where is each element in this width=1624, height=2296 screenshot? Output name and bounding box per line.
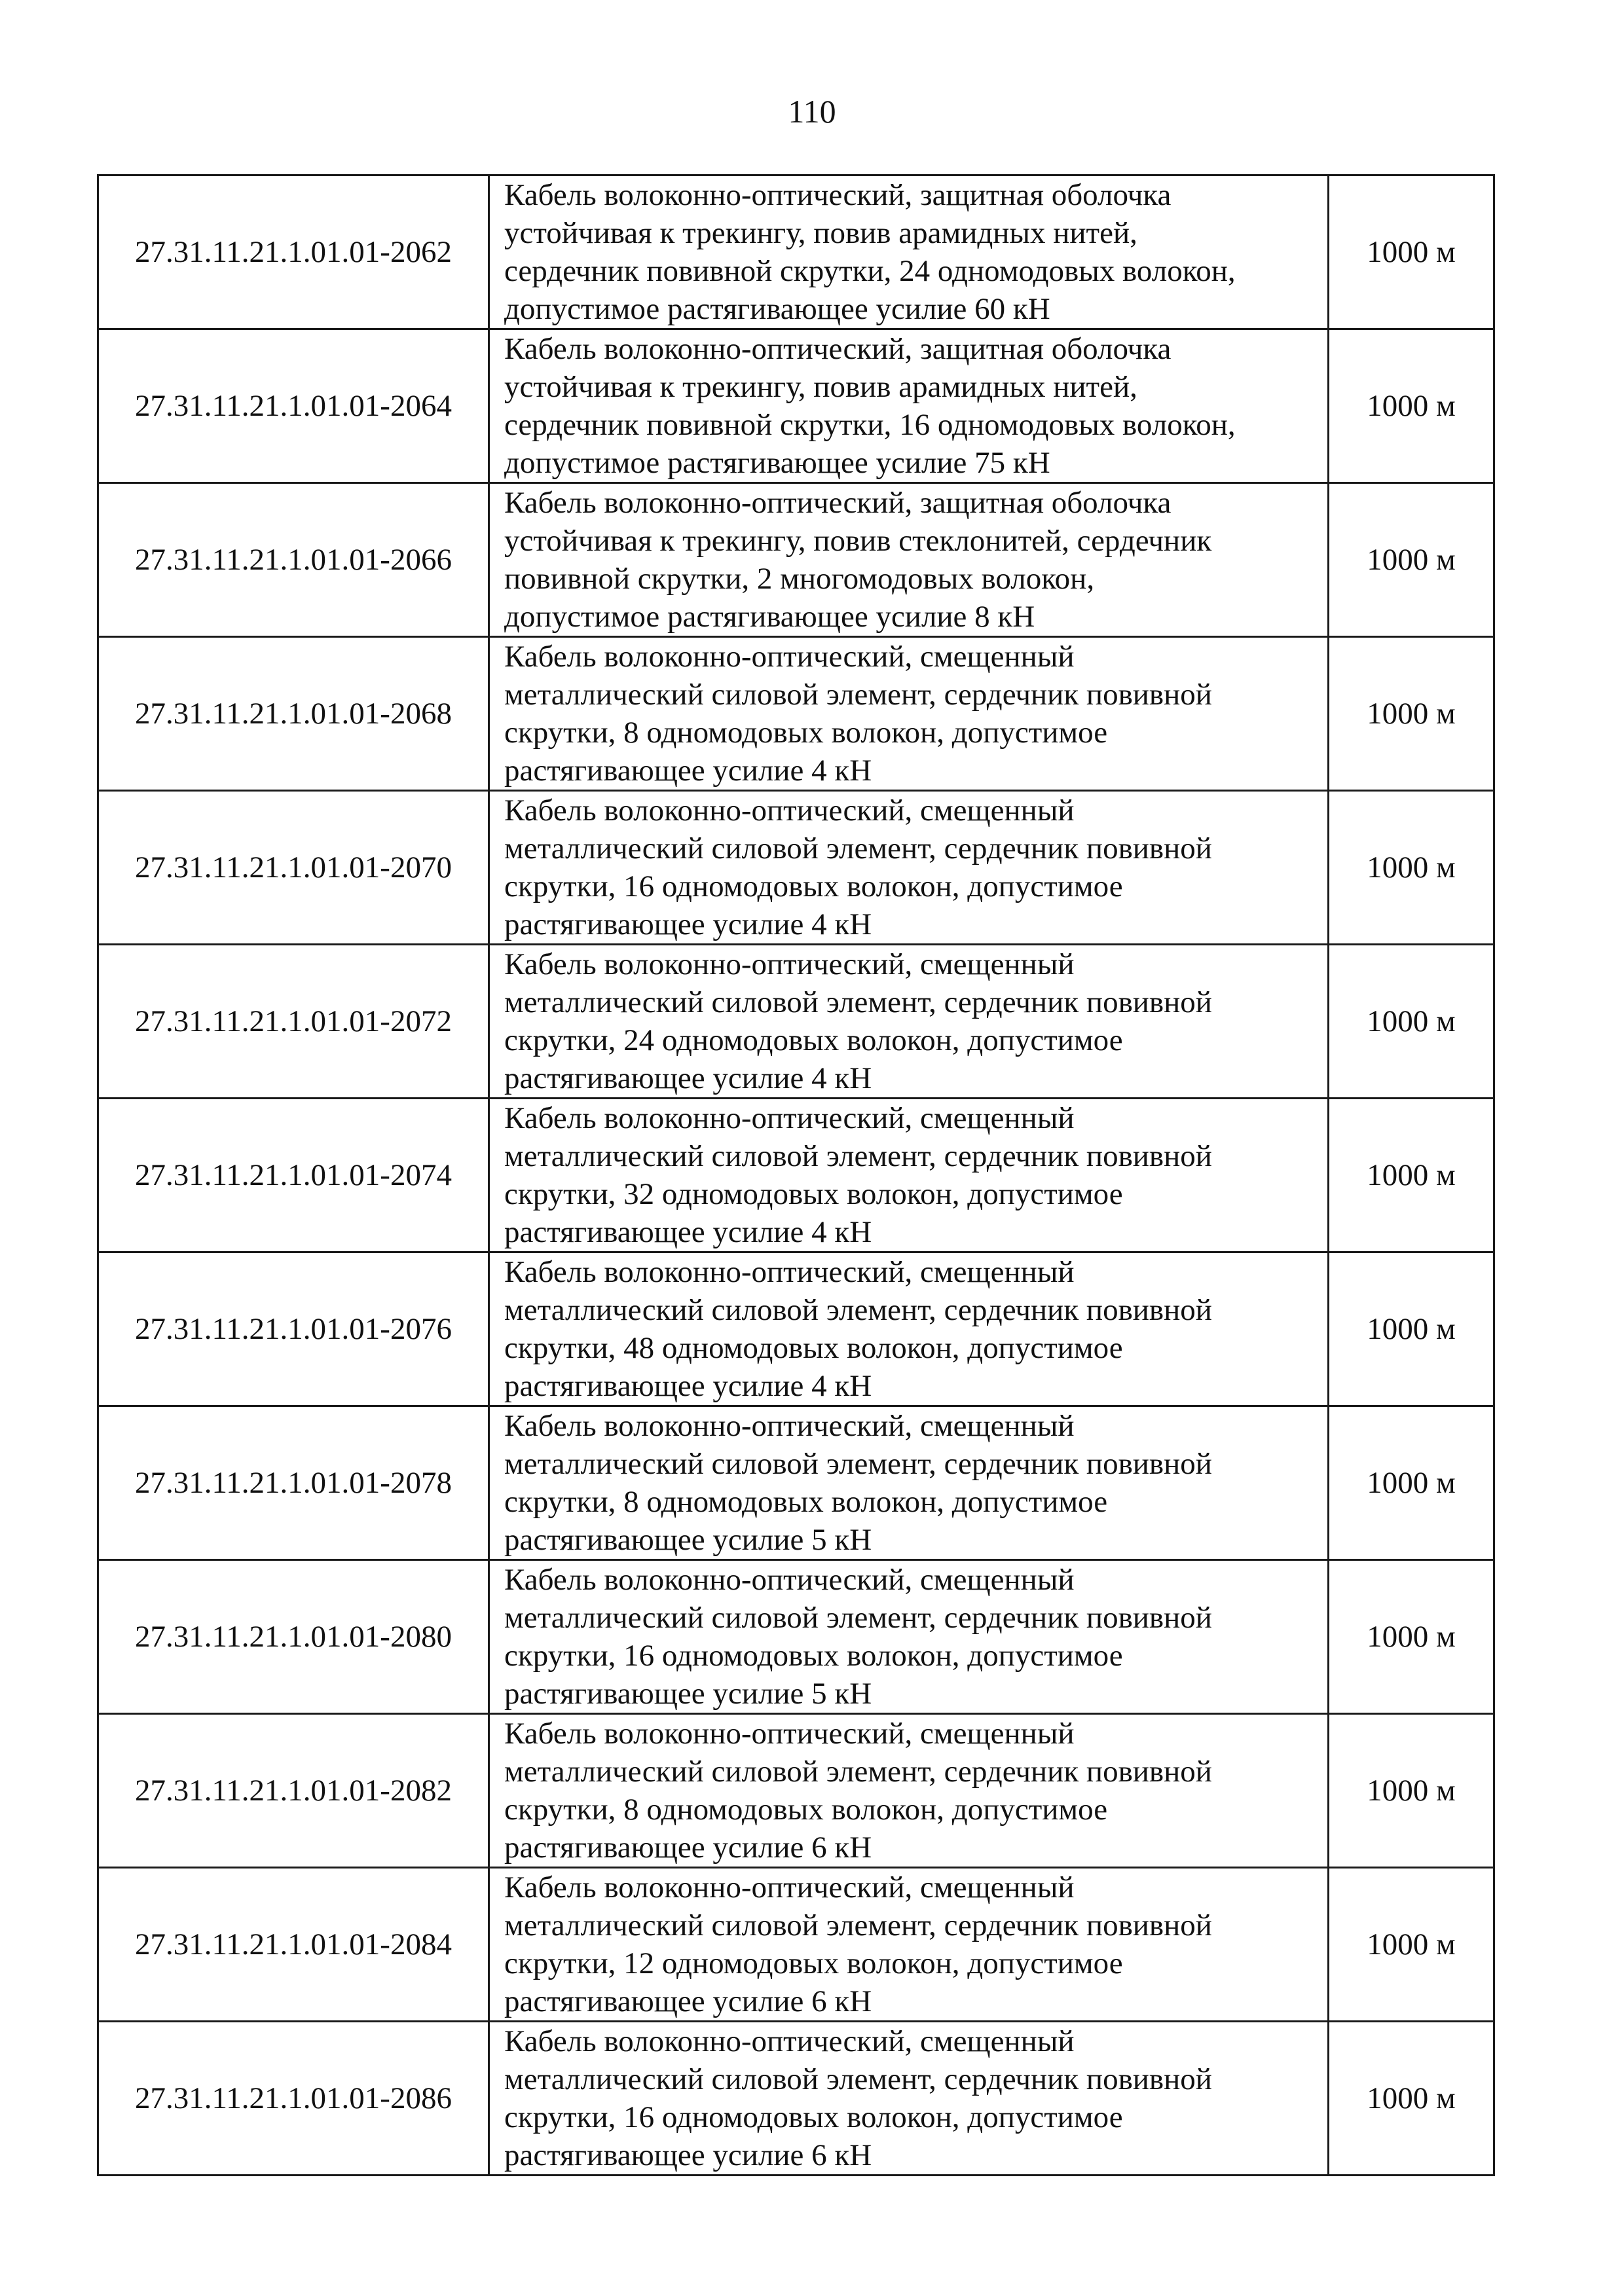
description-line: растягивающее усилие 4 кН bbox=[504, 1215, 872, 1249]
table-row bbox=[98, 483, 1494, 637]
table-row bbox=[98, 329, 1494, 483]
unit-of-measure: 1000 м bbox=[1329, 175, 1494, 329]
description-line: Кабель волоконно-оптический, смещенный bbox=[504, 1409, 1075, 1443]
resource-code: 27.31.11.21.1.01.01-2070 bbox=[98, 791, 489, 945]
description-line: Кабель волоконно-оптический, смещенный bbox=[504, 1870, 1075, 1904]
description-line: растягивающее усилие 5 кН bbox=[504, 1677, 872, 1711]
description-line: металлический силовой элемент, сердечник повивной bbox=[504, 1447, 1212, 1481]
table-row bbox=[98, 2022, 1494, 2176]
description-line: металлический силовой элемент, сердечник повивной bbox=[504, 831, 1212, 866]
resource-code: 27.31.11.21.1.01.01-2062 bbox=[98, 175, 489, 329]
description-line: скрутки, 48 одномодовых волокон, допустимое bbox=[504, 1331, 1123, 1365]
description-line: Кабель волоконно-оптический, смещенный bbox=[504, 1101, 1075, 1135]
description-line: металлический силовой элемент, сердечник повивной bbox=[504, 985, 1212, 1019]
resource-description bbox=[489, 1099, 1329, 1252]
resource-description bbox=[489, 1714, 1329, 1868]
unit-of-measure: 1000 м bbox=[1329, 1252, 1494, 1406]
unit-of-measure: 1000 м bbox=[1329, 791, 1494, 945]
unit-of-measure: 1000 м bbox=[1329, 483, 1494, 637]
description-line: Кабель волоконно-оптический, защитная оболочка bbox=[504, 486, 1172, 520]
table-row bbox=[98, 175, 1494, 329]
resource-code: 27.31.11.21.1.01.01-2078 bbox=[98, 1406, 489, 1560]
resource-code: 27.31.11.21.1.01.01-2082 bbox=[98, 1714, 489, 1868]
description-line: металлический силовой элемент, сердечник повивной bbox=[504, 1755, 1212, 1789]
resource-code: 27.31.11.21.1.01.01-2074 bbox=[98, 1099, 489, 1252]
description-line: сердечник повивной скрутки, 24 одномодовых волокон, bbox=[504, 254, 1236, 288]
resource-table bbox=[97, 174, 1495, 2176]
description-line: растягивающее усилие 6 кН bbox=[504, 1984, 872, 2018]
description-line: Кабель волоконно-оптический, смещенный bbox=[504, 1255, 1075, 1289]
resource-code: 27.31.11.21.1.01.01-2080 bbox=[98, 1560, 489, 1714]
description-line: Кабель волоконно-оптический, смещенный bbox=[504, 793, 1075, 828]
unit-of-measure: 1000 м bbox=[1329, 1560, 1494, 1714]
resource-code: 27.31.11.21.1.01.01-2068 bbox=[98, 637, 489, 791]
unit-of-measure: 1000 м bbox=[1329, 329, 1494, 483]
resource-description bbox=[489, 1252, 1329, 1406]
description-line: Кабель волоконно-оптический, смещенный bbox=[504, 947, 1075, 981]
description-line: растягивающее усилие 6 кН bbox=[504, 2138, 872, 2172]
description-line: скрутки, 12 одномодовых волокон, допустимое bbox=[504, 1946, 1123, 1980]
resource-description bbox=[489, 945, 1329, 1099]
resource-description bbox=[489, 175, 1329, 329]
table-row bbox=[98, 791, 1494, 945]
table-row bbox=[98, 1406, 1494, 1560]
description-line: металлический силовой элемент, сердечник повивной bbox=[504, 2062, 1212, 2096]
description-line: повивной скрутки, 2 многомодовых волокон, bbox=[504, 562, 1095, 596]
description-line: Кабель волоконно-оптический, смещенный bbox=[504, 1563, 1075, 1597]
resource-code: 27.31.11.21.1.01.01-2086 bbox=[98, 2022, 489, 2176]
resource-code: 27.31.11.21.1.01.01-2066 bbox=[98, 483, 489, 637]
unit-of-measure: 1000 м bbox=[1329, 1714, 1494, 1868]
unit-of-measure: 1000 м bbox=[1329, 1406, 1494, 1560]
resource-description bbox=[489, 1406, 1329, 1560]
description-line: растягивающее усилие 5 кН bbox=[504, 1523, 872, 1557]
description-line: Кабель волоконно-оптический, смещенный bbox=[504, 1717, 1075, 1751]
resource-description bbox=[489, 791, 1329, 945]
description-line: Кабель волоконно-оптический, защитная оболочка bbox=[504, 332, 1172, 366]
description-line: допустимое растягивающее усилие 75 кН bbox=[504, 446, 1050, 480]
description-line: металлический силовой элемент, сердечник повивной bbox=[504, 678, 1212, 712]
description-line: устойчивая к трекингу, повив арамидных нитей, bbox=[504, 216, 1137, 250]
description-line: сердечник повивной скрутки, 16 одномодовых волокон, bbox=[504, 408, 1236, 442]
description-line: скрутки, 8 одномодовых волокон, допустимое bbox=[504, 716, 1108, 750]
description-line: растягивающее усилие 4 кН bbox=[504, 1369, 872, 1403]
description-line: скрутки, 16 одномодовых волокон, допустимое bbox=[504, 2100, 1123, 2134]
description-line: устойчивая к трекингу, повив арамидных нитей, bbox=[504, 370, 1137, 404]
table-row bbox=[98, 945, 1494, 1099]
unit-of-measure: 1000 м bbox=[1329, 637, 1494, 791]
unit-of-measure: 1000 м bbox=[1329, 1868, 1494, 2022]
table-row bbox=[98, 1099, 1494, 1252]
description-line: допустимое растягивающее усилие 8 кН bbox=[504, 600, 1035, 634]
resource-code: 27.31.11.21.1.01.01-2072 bbox=[98, 945, 489, 1099]
resource-description bbox=[489, 1560, 1329, 1714]
unit-of-measure: 1000 м bbox=[1329, 1099, 1494, 1252]
page-number: 110 bbox=[788, 93, 836, 130]
description-line: скрутки, 32 одномодовых волокон, допустимое bbox=[504, 1177, 1123, 1211]
description-line: растягивающее усилие 6 кН bbox=[504, 1831, 872, 1865]
resource-description bbox=[489, 637, 1329, 791]
description-line: допустимое растягивающее усилие 60 кН bbox=[504, 292, 1050, 326]
description-line: растягивающее усилие 4 кН bbox=[504, 754, 872, 788]
description-line: металлический силовой элемент, сердечник повивной bbox=[504, 1293, 1212, 1327]
description-line: металлический силовой элемент, сердечник повивной bbox=[504, 1601, 1212, 1635]
resource-description bbox=[489, 483, 1329, 637]
description-line: Кабель волоконно-оптический, смещенный bbox=[504, 2024, 1075, 2058]
description-line: растягивающее усилие 4 кН bbox=[504, 1061, 872, 1095]
description-line: Кабель волоконно-оптический, защитная оболочка bbox=[504, 178, 1172, 212]
description-line: Кабель волоконно-оптический, смещенный bbox=[504, 640, 1075, 674]
unit-of-measure: 1000 м bbox=[1329, 2022, 1494, 2176]
resource-code: 27.31.11.21.1.01.01-2076 bbox=[98, 1252, 489, 1406]
description-line: скрутки, 8 одномодовых волокон, допустимое bbox=[504, 1485, 1108, 1519]
table-row bbox=[98, 1714, 1494, 1868]
description-line: растягивающее усилие 4 кН bbox=[504, 907, 872, 941]
resource-description bbox=[489, 329, 1329, 483]
description-line: устойчивая к трекингу, повив стеклонитей, сердечник bbox=[504, 524, 1212, 558]
table-row bbox=[98, 1868, 1494, 2022]
description-line: металлический силовой элемент, сердечник повивной bbox=[504, 1139, 1212, 1173]
description-line: скрутки, 16 одномодовых волокон, допустимое bbox=[504, 1639, 1123, 1673]
description-line: скрутки, 8 одномодовых волокон, допустимое bbox=[504, 1793, 1108, 1827]
resource-code: 27.31.11.21.1.01.01-2084 bbox=[98, 1868, 489, 2022]
resource-description bbox=[489, 2022, 1329, 2176]
unit-of-measure: 1000 м bbox=[1329, 945, 1494, 1099]
table-row bbox=[98, 1560, 1494, 1714]
table-row bbox=[98, 637, 1494, 791]
resource-code: 27.31.11.21.1.01.01-2064 bbox=[98, 329, 489, 483]
resource-description bbox=[489, 1868, 1329, 2022]
description-line: скрутки, 24 одномодовых волокон, допустимое bbox=[504, 1023, 1123, 1057]
description-line: скрутки, 16 одномодовых волокон, допустимое bbox=[504, 869, 1123, 903]
description-line: металлический силовой элемент, сердечник повивной bbox=[504, 1908, 1212, 1942]
table-row bbox=[98, 1252, 1494, 1406]
